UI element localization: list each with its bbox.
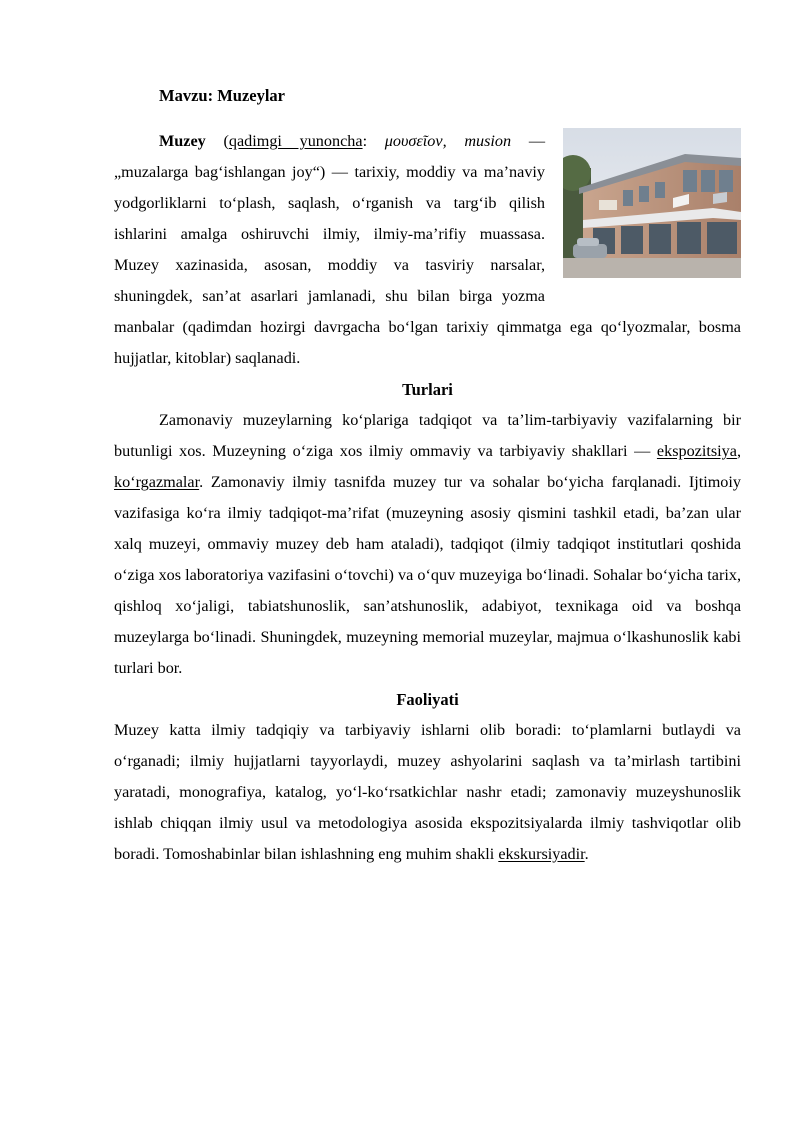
turlari-sep: , xyxy=(736,442,741,460)
term-muzey: Muzey xyxy=(159,132,206,150)
intro-paragraph xyxy=(114,126,741,374)
link-ekskursiyadir[interactable]: ekskursiyadir xyxy=(498,845,585,863)
museum-photo-illustration xyxy=(563,128,741,278)
intro-definition: — „muzalarga bag‘ishlangan joy“) — tarixiy, moddiy va ma’naviy yodgorliklarni to‘plash, saqlash, o‘rganish va targ‘ib qilish ishlarini amalga oshiruvchi ilmiy, ilmiy-ma’rifiy muassasa. Muzey xazinasida, asosan, moddiy va tasviriy narsalar, shuningdek, san’at asarlari jamlanadi, shu bilan birga yozma manbalar (qadimdan hozirgi davrgacha bo‘lgan tarixiy qimmatga ega qo‘lyozmalar, bosma hujjatlar, kitoblar) saqlanadi. xyxy=(114,132,741,367)
link-korgazmalar[interactable]: ko‘rgazmalar xyxy=(114,473,200,491)
page-title: Mavzu: Muzeylar xyxy=(159,86,285,105)
link-qadimgi-yunoncha[interactable]: qadimgi yunoncha xyxy=(228,132,363,150)
section-heading-turlari: Turlari xyxy=(402,380,453,399)
faoliyati-text: Muzey katta ilmiy tadqiqiy va tarbiyaviy ishlarni olib boradi: to‘plamlarni butlaydi va o‘rganadi; ilmiy hujjatlarni tayyorlaydi, muzey ashyolarini saqlash va ta’mirlash tartibini yaratadi, monografiya, katalog, yo‘l-ko‘rsatkichlar nashr etadi; zamonaviy muzeyshunoslik ishlab chiqqan ilmiy usul va metodologiya asosida ekspozitsiyalarda ilmiy tashviqotlar olib boradi. Tomoshabinlar bilan ishlashning eng muhim shakli xyxy=(114,721,741,863)
turlari-paragraph xyxy=(114,405,741,684)
transliteration: musion xyxy=(446,132,512,150)
document-body xyxy=(114,126,741,870)
intro-paren: ( xyxy=(205,132,229,150)
faoliyati-end: . xyxy=(584,845,589,863)
museum-building-photo xyxy=(563,128,741,278)
faoliyati-paragraph xyxy=(114,715,741,870)
turlari-text-2: . Zamonaviy ilmiy tasnifda muzey tur va sohalar bo‘yicha farqlanadi. Ijtimoiy vazifasiga ko‘ra ilmiy tadqiqot-ma’rifat (muzeyning asosiy qismini tashkil etadi, ba’zan ular xalq muzeyi, ommaviy muzey deb ham ataladi), tadqiqot (ilmiy tadqiqot institutlari qoshida o‘ziga xos laboratoriya vazifasini o‘tovchi) va o‘quv muzeyiga bo‘linadi. Sohalar bo‘yicha tarix, qishloq xo‘jaligi, tabiatshunoslik, san’atshunoslik, adabiyot, texnikaga oid va boshqa muzeylarga bo‘linadi. Shuningdek, muzeyning memorial muzeylar, majmua o‘lkashunoslik kabi turlari bor. xyxy=(114,473,741,677)
link-ekspozitsiya[interactable]: ekspozitsiya xyxy=(656,442,737,460)
section-heading-faoliyati: Faoliyati xyxy=(396,690,459,709)
intro-colon: : xyxy=(362,132,385,150)
turlari-text-1: Zamonaviy muzeylarning ko‘plariga tadqiqot va ta’lim-tarbiyaviy vazifalarning bir butunligi xos. Muzeyning o‘ziga xos ilmiy ommaviy va tarbiyaviy shakllari — xyxy=(114,411,741,460)
greek-word: μουσεῖον, xyxy=(384,132,447,150)
